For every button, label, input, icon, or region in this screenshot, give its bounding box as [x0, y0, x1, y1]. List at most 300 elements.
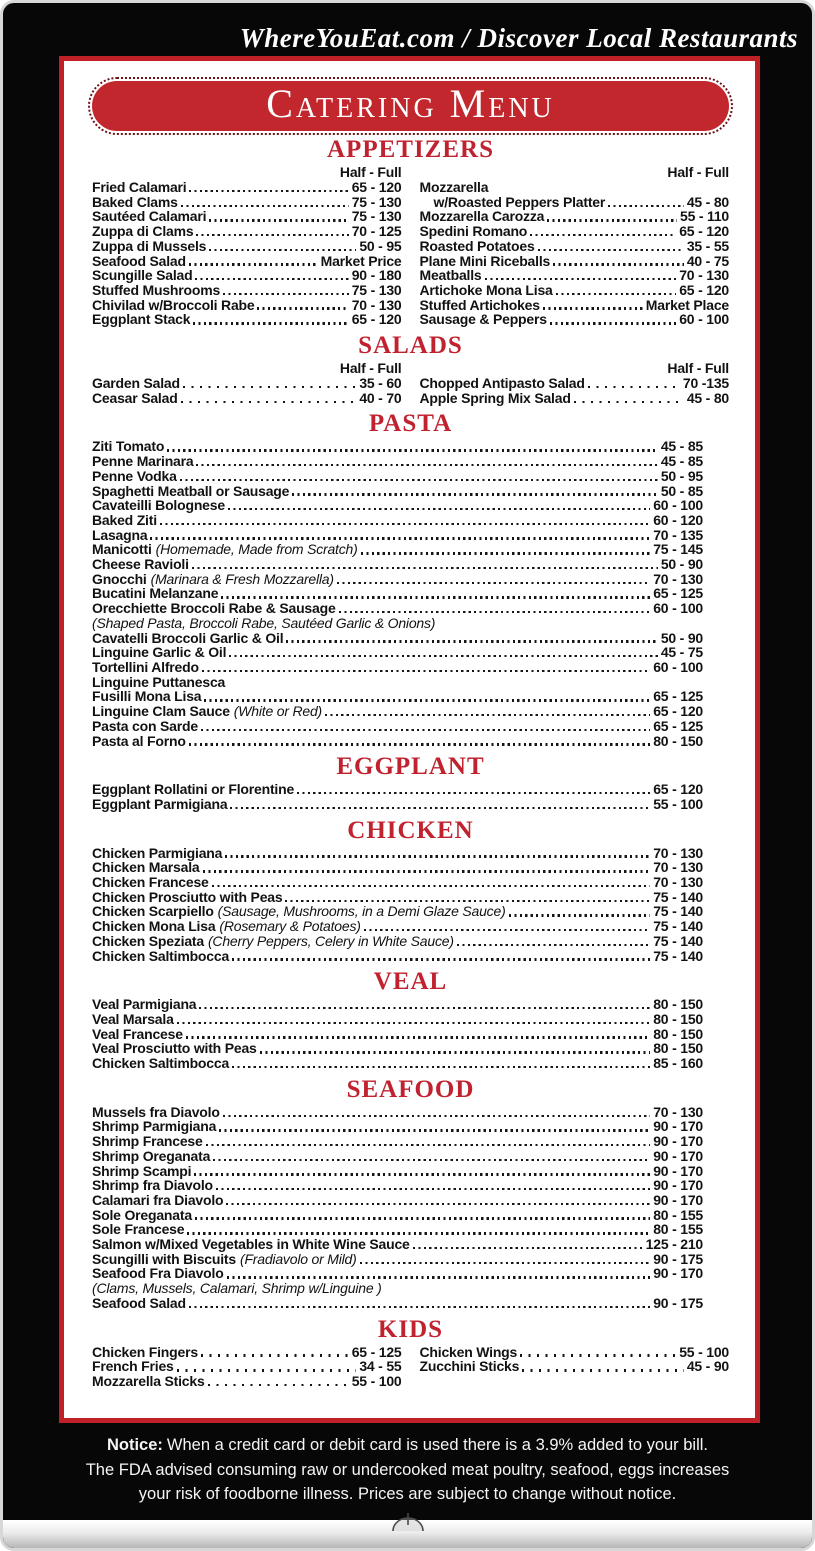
menu-item-row — [92, 1012, 703, 1027]
menu-item-row — [92, 1222, 703, 1237]
menu-item-name: Linguine Clam Sauce — [92, 703, 230, 720]
menu-item-row — [92, 1056, 703, 1071]
menu-column — [420, 361, 730, 405]
menu-item-row — [420, 1359, 730, 1374]
menu-item-row — [92, 934, 703, 949]
dot-leader — [337, 582, 650, 584]
menu-item-row — [92, 254, 402, 269]
menu-item-row — [92, 312, 402, 327]
menu-item-row — [420, 283, 730, 298]
dot-leader — [189, 190, 348, 192]
dot-leader — [364, 929, 651, 931]
dot-leader — [204, 699, 650, 701]
menu-item-name: Chivilad w/Broccoli Rabe — [92, 296, 255, 313]
menu-item-price: 75 - 140 — [653, 903, 703, 920]
menu-item-price: 60 - 100 — [679, 311, 729, 328]
menu-item-name: Chicken Parmigiana — [92, 844, 223, 861]
menu-item-price: 70 - 130 — [653, 859, 703, 876]
menu-item-note: (Rosemary & Potatoes) — [219, 918, 361, 935]
menu-item-price: 70 - 125 — [351, 223, 402, 240]
menu-item-price: 75 - 145 — [653, 541, 703, 558]
dot-leader — [186, 1036, 650, 1038]
menu-item-row — [92, 997, 703, 1012]
dot-leader — [229, 655, 658, 657]
menu-item-name: Tortellini Alfredo — [92, 658, 199, 675]
menu-item-name: Chicken Prosciutto with Peas — [92, 888, 283, 905]
notice-text: When a credit card or debit card is used there is a 3.9% added to your bill. — [166, 1436, 709, 1454]
menu-item-row — [92, 391, 402, 406]
menu-section-pasta — [92, 410, 729, 748]
menu-item-row — [420, 224, 730, 239]
menu-item-name: Pasta con Sarde — [92, 717, 198, 734]
menu-item-name: Seafood Salad — [92, 252, 186, 269]
dot-leader — [209, 219, 348, 221]
menu-item-name: Veal Parmigiana — [92, 996, 197, 1013]
section-heading: SEAFOOD — [346, 1075, 475, 1103]
menu-item-price: 90 - 170 — [653, 1162, 703, 1179]
menu-item-name: Manicotti — [92, 541, 152, 558]
dot-leader — [413, 1247, 643, 1249]
dot-leader — [167, 449, 658, 451]
dot-leader — [219, 1129, 650, 1131]
menu-item-price: 65 - 125 — [653, 585, 703, 602]
menu-item-name: Chicken Marsala — [92, 859, 200, 876]
menu-item-price: 75 - 130 — [351, 208, 402, 225]
section-heading: APPETIZERS — [327, 136, 494, 163]
menu-item-row — [92, 209, 402, 224]
menu-item-name: Cavatelli Broccoli Garlic & Oil — [92, 629, 284, 646]
dot-leader — [201, 729, 650, 731]
menu-column — [92, 1345, 402, 1389]
menu-item-price: 65 - 120 — [653, 703, 703, 720]
menu-item-name: Zucchini Sticks — [419, 1358, 520, 1375]
menu-item-row — [92, 180, 402, 195]
menu-item-name: Orecchiette Broccoli Rabe & Sausage — [92, 600, 336, 617]
section-columns — [92, 1345, 729, 1389]
menu-item-name: Ceasar Salad — [92, 389, 178, 406]
dot-leader — [150, 537, 650, 539]
menu-item-row — [92, 1134, 703, 1149]
dot-leader — [227, 1276, 651, 1278]
dot-leader — [257, 307, 348, 309]
dot-leader — [232, 958, 650, 960]
menu-item-name: Sole Oreganata — [92, 1206, 192, 1223]
dot-leader — [485, 278, 677, 280]
menu-item-name: Eggplant Parmigiana — [92, 795, 228, 812]
menu-item-name: Scungille Salad — [92, 267, 193, 284]
menu-item-name: Baked Ziti — [92, 511, 157, 528]
dot-leader — [181, 401, 357, 403]
menu-item-name: Baked Clams — [92, 193, 178, 210]
menu-section-chicken — [92, 817, 729, 964]
menu-item-price: 65 - 120 — [653, 781, 703, 798]
menu-section-veal — [92, 968, 729, 1071]
menu-item-name: Veal Francese — [92, 1025, 183, 1042]
menu-item-price: 35 - 55 — [686, 237, 729, 254]
menu-item-name: Veal Marsala — [92, 1010, 174, 1027]
dot-leader — [206, 1144, 651, 1146]
section-columns — [92, 165, 729, 327]
menu-item-row — [92, 439, 703, 454]
dot-leader — [202, 670, 650, 672]
menu-item-row — [420, 376, 730, 391]
menu-item-price: 80 - 150 — [653, 996, 703, 1013]
menu-item-name: Mozzarella Carozza — [419, 208, 545, 225]
menu-section-appetizers — [92, 136, 729, 327]
menu-item-price: Market Price — [320, 252, 402, 269]
menu-item-name: Spaghetti Meatball or Sausage — [92, 482, 290, 499]
menu-item-row — [92, 1374, 402, 1389]
menu-item-row — [92, 616, 703, 631]
menu-item-name: Fried Calamari — [92, 179, 187, 195]
notice-line — [43, 1433, 772, 1458]
menu-item-name: Mozzarella Sticks — [92, 1373, 205, 1389]
menu-item-name: Eggplant Stack — [92, 311, 191, 328]
menu-item-price: 70 - 130 — [679, 267, 729, 284]
menu-item-price: 80 - 150 — [653, 1010, 703, 1027]
dot-leader — [181, 205, 349, 207]
menu-item-price: 90 - 170 — [653, 1133, 703, 1150]
menu-item-row — [92, 919, 703, 934]
menu-item-row — [92, 631, 703, 646]
menu-item-price: 45 - 80 — [686, 193, 729, 210]
menu-item-price: 50 - 95 — [359, 237, 402, 254]
menu-item-row — [420, 195, 730, 210]
dot-leader — [230, 807, 650, 809]
menu-column — [420, 165, 730, 327]
dot-leader — [201, 1354, 349, 1356]
menu-item-price: 90 - 175 — [653, 1250, 703, 1267]
menu-item-row — [92, 195, 402, 210]
dot-leader — [228, 508, 650, 510]
menu-item-name: Seafood Fra Diavolo — [92, 1265, 224, 1282]
menu-item-row — [92, 1027, 703, 1042]
menu-item-row — [92, 1193, 703, 1208]
menu-item-name: Chicken Scarpiello — [92, 903, 214, 920]
section-heading: SALADS — [358, 332, 463, 360]
menu-item-note: (White or Red) — [233, 703, 323, 720]
price-header: Half - Full — [667, 360, 729, 377]
menu-item-price: 65 - 120 — [351, 311, 402, 328]
dot-leader — [553, 263, 684, 265]
dot-leader — [193, 322, 348, 324]
menu-item-row — [92, 1208, 703, 1223]
menu-item-name: Spedini Romano — [419, 223, 528, 240]
menu-item-price: 80 - 150 — [653, 1025, 703, 1042]
menu-item-price: 75 - 140 — [653, 918, 703, 935]
menu-item-price: 70 - 135 — [653, 526, 703, 543]
menu-item-name: Shrimp Oreganata — [92, 1147, 211, 1164]
menu-item-name: French Fries — [92, 1358, 174, 1375]
dot-leader — [608, 205, 684, 207]
menu-item-name: Penne Vodka — [92, 467, 177, 484]
menu-item-row — [92, 498, 703, 513]
menu-item-price: 70 - 130 — [653, 844, 703, 861]
menu-item-row — [92, 601, 703, 616]
menu-section-seafood — [92, 1076, 729, 1311]
menu-item-price: 60 - 100 — [653, 600, 703, 617]
menu-item-name: Linguine Garlic & Oil — [92, 644, 227, 661]
menu-item-row — [92, 645, 703, 660]
menu-item-price: 65 - 125 — [653, 717, 703, 734]
menu-item-row — [92, 1178, 703, 1193]
menu-item-price: 45 - 85 — [660, 438, 703, 455]
menu-item-price: 55 - 100 — [351, 1373, 402, 1389]
section-heading: VEAL — [373, 968, 448, 996]
menu-item-row — [92, 1266, 703, 1281]
menu-item-note: (Sausage, Mushrooms, in a Demi Glaze Sauce) — [217, 903, 506, 920]
menu-item-price: 50 - 90 — [660, 629, 703, 646]
menu-item-name: Zuppa di Clams — [92, 223, 194, 240]
section-heading: KIDS — [377, 1315, 444, 1343]
menu-item-row — [92, 239, 402, 254]
menu-item-row — [92, 283, 402, 298]
menu-item-price: 75 - 140 — [653, 932, 703, 949]
menu-item-row — [420, 268, 730, 283]
dot-leader — [213, 1159, 650, 1161]
menu-item-row — [92, 1041, 703, 1056]
dot-leader — [196, 234, 348, 236]
menu-item-row — [92, 586, 703, 601]
menu-item-row — [92, 797, 703, 812]
menu-item-price: 90 - 170 — [653, 1265, 703, 1282]
dot-leader — [194, 1173, 650, 1175]
menu-item-price: 70 - 130 — [351, 296, 402, 313]
menu-item-row — [92, 1281, 703, 1296]
dot-leader — [226, 1203, 650, 1205]
menu-item-row — [92, 454, 703, 469]
menu-item-row — [420, 209, 730, 224]
dot-leader — [203, 870, 651, 872]
menu-item-row — [92, 704, 703, 719]
notice-line: your risk of foodborne illness. Prices are subject to change without notice. — [138, 1485, 677, 1503]
menu-item-price: 70 - 130 — [653, 570, 703, 587]
dot-leader — [160, 523, 650, 525]
menu-item-row — [92, 376, 402, 391]
menu-item-row — [420, 298, 730, 313]
menu-item-price: 65 - 120 — [679, 223, 729, 240]
menu-item-row — [92, 782, 703, 797]
price-header: Half - Full — [339, 360, 402, 377]
menu-item-price: 70 - 130 — [653, 874, 703, 891]
menu-item-name: Stuffed Artichokes — [419, 296, 540, 313]
menu-item-price: 50 - 95 — [660, 467, 703, 484]
menu-item-price: 60 - 100 — [653, 497, 703, 514]
section-columns — [92, 361, 729, 405]
section-heading: EGGPLANT — [336, 753, 485, 781]
menu-item-name: Eggplant Rollatini or Florentine — [92, 781, 295, 798]
menu-item-name: Fusilli Mona Lisa — [92, 688, 202, 705]
dot-leader — [509, 914, 651, 916]
dot-leader — [223, 1115, 651, 1117]
menu-item-row — [92, 1164, 703, 1179]
menu-item-note: (Marinara & Fresh Mozzarella) — [150, 570, 334, 587]
dot-leader — [297, 792, 650, 794]
menu-item-row — [92, 660, 703, 675]
menu-item-price: 40 - 70 — [359, 389, 402, 406]
menu-item-name: Shrimp Francese — [92, 1133, 203, 1150]
notice-block — [43, 1433, 772, 1507]
menu-item-price: 80 - 155 — [653, 1221, 703, 1238]
menu-item-price: 45 - 90 — [686, 1358, 729, 1375]
menu-item-name: Pasta al Forno — [92, 732, 186, 749]
notice-label: Notice: — [106, 1436, 163, 1454]
dot-leader — [216, 1188, 650, 1190]
menu-item-name: Sautéed Calamari — [92, 208, 207, 225]
menu-item-row — [92, 572, 703, 587]
price-header: Half - Full — [667, 164, 729, 180]
menu-item-price: 90 - 170 — [653, 1177, 703, 1194]
menu-item-name: Gnocchi — [92, 570, 147, 587]
dot-leader — [543, 307, 643, 309]
menu-item-price: Market Place — [645, 296, 729, 313]
menu-item-price: 90 - 170 — [653, 1147, 703, 1164]
dot-leader — [212, 885, 651, 887]
menu-item-price: 85 - 160 — [653, 1055, 703, 1072]
menu-item-name: Chicken Mona Lisa — [92, 918, 216, 935]
dot-leader — [196, 464, 657, 466]
menu-item-row — [92, 719, 703, 734]
menu-column — [92, 165, 402, 327]
menu-item-price: 50 - 85 — [660, 482, 703, 499]
dot-leader — [457, 944, 650, 946]
menu-item-price: 55 - 100 — [653, 795, 703, 812]
menu-item-name: Artichoke Mona Lisa — [419, 281, 553, 298]
menu-item-price: 34 - 55 — [359, 1358, 402, 1375]
menu-item-row — [420, 254, 730, 269]
dot-leader — [286, 640, 657, 642]
dot-leader — [225, 855, 650, 857]
menu-item-name: Shrimp Parmigiana — [92, 1118, 217, 1135]
dot-leader — [556, 293, 677, 295]
menu-item-price: 90 - 170 — [653, 1191, 703, 1208]
menu-item-name: Sole Francese — [92, 1221, 185, 1238]
menu-item-row — [420, 239, 730, 254]
menu-item-row — [92, 1296, 703, 1311]
menu-item-row — [420, 180, 730, 195]
menu-item-price: 45 - 80 — [686, 389, 729, 406]
menu-item-row — [92, 1149, 703, 1164]
section-heading: PASTA — [368, 410, 453, 438]
menu-item-name: Meatballs — [419, 267, 482, 284]
menu-item-name: Sausage & Peppers — [419, 311, 547, 328]
menu-item-name: Cavateilli Bolognese — [92, 497, 225, 514]
page-title: Catering Menu — [266, 80, 555, 126]
menu-item-row — [92, 890, 703, 905]
menu-item-name: Bucatini Melanzane — [92, 585, 219, 602]
dot-leader — [285, 900, 650, 902]
menu-item-price: 65 - 120 — [679, 281, 729, 298]
menu-item-row — [92, 557, 703, 572]
menu-item-row — [92, 734, 703, 749]
menu-item-price: 55 - 110 — [680, 208, 729, 225]
dot-leader — [189, 263, 318, 265]
dot-leader — [187, 1232, 650, 1234]
menu-item-row — [92, 949, 703, 964]
menu-item-name: Mozzarella — [419, 179, 489, 195]
menu-item-name: Penne Marinara — [92, 453, 194, 470]
menu-item-name: Veal Prosciutto with Peas — [92, 1040, 257, 1057]
dot-leader — [189, 1306, 650, 1308]
dot-leader — [223, 293, 349, 295]
menu-item-name: Scungilli with Biscuits — [92, 1250, 236, 1267]
menu-item-price: 65 - 125 — [653, 688, 703, 705]
menu-item-name: Chicken Wings — [419, 1343, 518, 1360]
menu-item-row — [420, 391, 730, 406]
crosshair-dome-icon — [386, 1512, 430, 1532]
menu-item-row — [92, 1105, 703, 1120]
menu-item-note: (Homemade, Made from Scratch) — [155, 541, 358, 558]
menu-item-name: Ziti Tomato — [92, 438, 165, 455]
menu-item-price: 65 - 120 — [351, 179, 402, 195]
menu-item-note: (Cherry Peppers, Celery in White Sauce) — [207, 932, 454, 949]
menu-item-name: Zuppa di Mussels — [92, 237, 207, 254]
menu-item-row — [92, 904, 703, 919]
menu-column — [92, 361, 402, 405]
menu-item-name: Salmon w/Mixed Vegetables in White Wine Sauce — [92, 1236, 410, 1253]
menu-item-price: 90 - 175 — [653, 1294, 703, 1311]
dot-leader — [208, 1384, 349, 1386]
dot-leader — [520, 1354, 676, 1356]
menu-item-name: Lasagna — [92, 526, 148, 543]
dot-leader — [189, 743, 651, 745]
dot-leader — [547, 219, 677, 221]
dot-leader — [192, 567, 658, 569]
menu-item-name: Mussels fra Diavolo — [92, 1103, 220, 1120]
menu-item-price: 60 - 100 — [653, 658, 703, 675]
dot-leader — [177, 1369, 357, 1371]
menu-item-price: 70 - 130 — [653, 1103, 703, 1120]
notice-line: The FDA advised consuming raw or undercooked meat poultry, seafood, eggs increases — [85, 1460, 730, 1479]
menu-item-price: 45 - 75 — [660, 644, 703, 661]
menu-item-name: Chicken Saltimbocca — [92, 947, 230, 964]
menu-item-price: 90 - 170 — [653, 1118, 703, 1135]
menu-item-price: 80 - 155 — [653, 1206, 703, 1223]
menu-item-row — [92, 224, 402, 239]
menu-item-price: 45 - 85 — [660, 453, 703, 470]
dot-leader — [195, 1217, 650, 1219]
dot-leader — [209, 249, 356, 251]
menu-section-eggplant — [92, 753, 729, 811]
menu-item-name: Garden Salad — [92, 375, 180, 392]
menu-section-salads — [92, 332, 729, 405]
menu-item-row — [420, 312, 730, 327]
menu-section-kids — [92, 1316, 729, 1389]
menu-item-name: (Shaped Pasta, Broccoli Rabe, Sautéed Garlic & Onions) — [92, 614, 436, 631]
menu-item-row — [92, 469, 703, 484]
menu-item-price: 60 - 120 — [653, 511, 703, 528]
dot-leader — [550, 322, 676, 324]
menu-item-row — [92, 1359, 402, 1374]
menu-item-price: 80 - 150 — [653, 732, 703, 749]
dot-leader — [199, 1007, 650, 1009]
menu-item-price: 75 - 130 — [351, 193, 402, 210]
menu-item-row — [92, 268, 402, 283]
menu-item-name: Chicken Speziata — [92, 932, 204, 949]
menu-item-row — [92, 513, 703, 528]
menu-item-row — [92, 528, 703, 543]
dot-leader — [588, 386, 680, 388]
menu-item-price: 75 - 140 — [653, 947, 703, 964]
menu-item-name: Chicken Fingers — [92, 1343, 198, 1360]
menu-item-row — [92, 1252, 703, 1267]
menu-item-row — [92, 1237, 703, 1252]
menu-item-name: w/Roasted Peppers Platter — [433, 193, 606, 210]
dot-leader — [232, 1066, 650, 1068]
menu-item-price: 40 - 75 — [686, 252, 729, 269]
menu-item-price: 125 - 210 — [645, 1236, 703, 1253]
menu-item-name: Chopped Antipasto Salad — [419, 375, 585, 392]
